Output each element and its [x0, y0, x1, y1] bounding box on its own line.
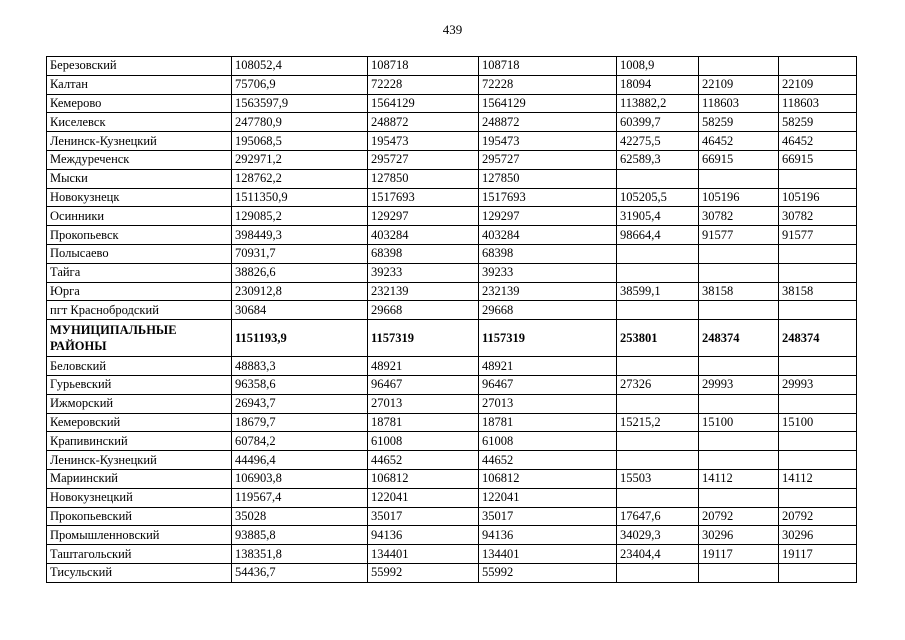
table-cell-value: 66915: [699, 150, 779, 169]
table-cell-name: Новокузнецкий: [47, 488, 232, 507]
table-row: [47, 507, 857, 526]
table-row: [47, 488, 857, 507]
table-cell-value: 72228: [368, 75, 479, 94]
table-cell-value: 15503: [617, 469, 699, 488]
table-cell-value: [699, 57, 779, 76]
table-cell-value: 129297: [479, 207, 617, 226]
table-cell-value: [617, 169, 699, 188]
table-cell-value: 195473: [368, 132, 479, 151]
table-cell-value: 30782: [699, 207, 779, 226]
table-row: [47, 451, 857, 470]
table-row: [47, 526, 857, 545]
table-row: [47, 132, 857, 151]
table-cell-value: 14112: [779, 469, 857, 488]
table-cell-value: 55992: [368, 563, 479, 582]
table-cell-name: Мыски: [47, 169, 232, 188]
table-cell-value: 48921: [368, 357, 479, 376]
table-cell-value: 29993: [699, 375, 779, 394]
table-cell-value: 18679,7: [232, 413, 368, 432]
table-cell-value: 91577: [779, 226, 857, 245]
table-cell-value: 1008,9: [617, 57, 699, 76]
table-cell-name: Ижморский: [47, 394, 232, 413]
table-cell-name: Полысаево: [47, 244, 232, 263]
table-cell-value: 248374: [699, 320, 779, 357]
table-cell-value: 18781: [368, 413, 479, 432]
table-cell-value: 1517693: [479, 188, 617, 207]
table-row: [47, 226, 857, 245]
table-cell-value: 35017: [368, 507, 479, 526]
table-cell-value: [617, 244, 699, 263]
table-cell-value: 91577: [699, 226, 779, 245]
table-cell-name: Юрга: [47, 282, 232, 301]
table-row: [47, 169, 857, 188]
table-cell-value: 105205,5: [617, 188, 699, 207]
table-cell-value: 232139: [479, 282, 617, 301]
table-cell-value: 105196: [779, 188, 857, 207]
table-row: [47, 94, 857, 113]
table-cell-value: 295727: [479, 150, 617, 169]
table-cell-value: 39233: [368, 263, 479, 282]
table-cell-value: 44652: [368, 451, 479, 470]
table-cell-value: 20792: [699, 507, 779, 526]
table-cell-value: 18094: [617, 75, 699, 94]
table-cell-value: 46452: [779, 132, 857, 151]
table-cell-value: 19117: [699, 545, 779, 564]
table-cell-value: 119567,4: [232, 488, 368, 507]
table-cell-value: 26943,7: [232, 394, 368, 413]
table-cell-name: Прокопьевский: [47, 507, 232, 526]
table-cell-value: 30782: [779, 207, 857, 226]
table-cell-name: Промышленновский: [47, 526, 232, 545]
table-row: [47, 57, 857, 76]
table-cell-name: Прокопьевск: [47, 226, 232, 245]
table-cell-value: 403284: [479, 226, 617, 245]
table-cell-value: 108052,4: [232, 57, 368, 76]
table-cell-value: 66915: [779, 150, 857, 169]
table-cell-value: 38158: [779, 282, 857, 301]
table-cell-value: 1157319: [368, 320, 479, 357]
table-cell-name: Гурьевский: [47, 375, 232, 394]
table-cell-name: Новокузнецк: [47, 188, 232, 207]
table-cell-value: 247780,9: [232, 113, 368, 132]
table-cell-value: [699, 357, 779, 376]
table-cell-value: 248872: [368, 113, 479, 132]
table-cell-value: [617, 451, 699, 470]
table-cell-value: 54436,7: [232, 563, 368, 582]
table-row: [47, 563, 857, 582]
table-cell-value: 253801: [617, 320, 699, 357]
table-cell-name: Беловский: [47, 357, 232, 376]
table-cell-value: 129085,2: [232, 207, 368, 226]
table-cell-value: 39233: [479, 263, 617, 282]
table-row: [47, 263, 857, 282]
table-cell-value: 94136: [479, 526, 617, 545]
table-cell-value: 17647,6: [617, 507, 699, 526]
table-row: [47, 75, 857, 94]
table-cell-value: 1563597,9: [232, 94, 368, 113]
table-row: [47, 545, 857, 564]
table-cell-name: Мариинский: [47, 469, 232, 488]
table-cell-value: 106812: [479, 469, 617, 488]
table-cell-value: 108718: [479, 57, 617, 76]
table-cell-value: 29993: [779, 375, 857, 394]
table-cell-name: Осинники: [47, 207, 232, 226]
table-cell-value: 127850: [368, 169, 479, 188]
table-cell-value: 60784,2: [232, 432, 368, 451]
table-cell-value: 75706,9: [232, 75, 368, 94]
table-cell-value: 96358,6: [232, 375, 368, 394]
table-row: [47, 357, 857, 376]
table-cell-value: [617, 263, 699, 282]
table-cell-name: Таштагольский: [47, 545, 232, 564]
table-cell-value: 106903,8: [232, 469, 368, 488]
table-cell-value: 68398: [368, 244, 479, 263]
table-cell-value: 129297: [368, 207, 479, 226]
table-cell-name: Ленинск-Кузнецкий: [47, 132, 232, 151]
table-cell-value: 15100: [779, 413, 857, 432]
table-cell-value: 31905,4: [617, 207, 699, 226]
table-cell-value: [699, 394, 779, 413]
table-cell-value: 96467: [479, 375, 617, 394]
table-row: [47, 113, 857, 132]
table-cell-value: [779, 357, 857, 376]
table-row: [47, 188, 857, 207]
table-cell-value: 30684: [232, 301, 368, 320]
table-cell-value: 122041: [479, 488, 617, 507]
table-cell-value: [779, 451, 857, 470]
table-cell-name: Калтан: [47, 75, 232, 94]
table-cell-value: 230912,8: [232, 282, 368, 301]
table-cell-value: [699, 301, 779, 320]
table-cell-name: Березовский: [47, 57, 232, 76]
table-cell-value: 292971,2: [232, 150, 368, 169]
table-cell-value: 14112: [699, 469, 779, 488]
table-cell-value: 23404,4: [617, 545, 699, 564]
table-cell-value: 22109: [779, 75, 857, 94]
table-cell-value: 128762,2: [232, 169, 368, 188]
table-cell-value: 106812: [368, 469, 479, 488]
table-cell-name: Тисульский: [47, 563, 232, 582]
table-cell-value: 94136: [368, 526, 479, 545]
table-cell-value: 127850: [479, 169, 617, 188]
table-cell-value: [617, 488, 699, 507]
table-cell-value: 93885,8: [232, 526, 368, 545]
table-row: [47, 244, 857, 263]
table-cell-value: 38826,6: [232, 263, 368, 282]
table-cell-value: [699, 488, 779, 507]
table-cell-value: 27013: [368, 394, 479, 413]
table-row: [47, 432, 857, 451]
table-cell-value: 122041: [368, 488, 479, 507]
data-table: [46, 56, 857, 583]
table-row: [47, 413, 857, 432]
table-cell-value: 27013: [479, 394, 617, 413]
table-cell-value: 61008: [368, 432, 479, 451]
table-cell-value: 30296: [699, 526, 779, 545]
table-cell-value: 248374: [779, 320, 857, 357]
table-cell-value: 19117: [779, 545, 857, 564]
table-cell-value: 42275,5: [617, 132, 699, 151]
table-row: [47, 375, 857, 394]
table-cell-value: 35028: [232, 507, 368, 526]
table-cell-value: [699, 432, 779, 451]
table-cell-value: 195068,5: [232, 132, 368, 151]
table-cell-value: [699, 169, 779, 188]
table-cell-value: 22109: [699, 75, 779, 94]
table-cell-value: 398449,3: [232, 226, 368, 245]
table-cell-value: [699, 244, 779, 263]
table-cell-value: 1151193,9: [232, 320, 368, 357]
table-cell-value: 68398: [479, 244, 617, 263]
table-cell-value: 61008: [479, 432, 617, 451]
table-cell-value: 48883,3: [232, 357, 368, 376]
table-cell-name: Ленинск-Кузнецкий: [47, 451, 232, 470]
table-cell-value: [617, 432, 699, 451]
table-cell-value: 403284: [368, 226, 479, 245]
table-cell-name: Кемерово: [47, 94, 232, 113]
table-cell-value: 1564129: [368, 94, 479, 113]
table-cell-value: 62589,3: [617, 150, 699, 169]
table-cell-name: Междуреченск: [47, 150, 232, 169]
table-cell-value: [617, 563, 699, 582]
table-cell-name: Тайга: [47, 263, 232, 282]
table-cell-value: 18781: [479, 413, 617, 432]
table-cell-name: Крапивинский: [47, 432, 232, 451]
table-row: [47, 282, 857, 301]
table-cell-value: [779, 394, 857, 413]
table-cell-value: 232139: [368, 282, 479, 301]
table-cell-value: 295727: [368, 150, 479, 169]
table-row: [47, 469, 857, 488]
table-cell-name: МУНИЦИПАЛЬНЫЕ РАЙОНЫ: [47, 320, 232, 357]
table-cell-value: [617, 394, 699, 413]
table-cell-value: [779, 488, 857, 507]
table-cell-value: 35017: [479, 507, 617, 526]
table-cell-value: [699, 563, 779, 582]
table-cell-value: 29668: [368, 301, 479, 320]
table-cell-value: 48921: [479, 357, 617, 376]
table-cell-value: 118603: [699, 94, 779, 113]
table-cell-value: 27326: [617, 375, 699, 394]
table-cell-value: 44496,4: [232, 451, 368, 470]
table-cell-value: [779, 432, 857, 451]
table-cell-name: Киселевск: [47, 113, 232, 132]
table-cell-name: пгт Краснобродский: [47, 301, 232, 320]
table-cell-value: 118603: [779, 94, 857, 113]
table-cell-value: 113882,2: [617, 94, 699, 113]
table-cell-value: 58259: [779, 113, 857, 132]
table-cell-value: 248872: [479, 113, 617, 132]
table-row: [47, 301, 857, 320]
table-cell-value: 29668: [479, 301, 617, 320]
table-cell-value: 15215,2: [617, 413, 699, 432]
table-cell-value: 195473: [479, 132, 617, 151]
table-cell-value: 134401: [368, 545, 479, 564]
table-cell-value: 1517693: [368, 188, 479, 207]
table-cell-value: 70931,7: [232, 244, 368, 263]
table-row: [47, 207, 857, 226]
table-cell-value: 60399,7: [617, 113, 699, 132]
table-cell-value: 44652: [479, 451, 617, 470]
table-cell-value: 38158: [699, 282, 779, 301]
table-cell-value: 58259: [699, 113, 779, 132]
table-cell-value: 1157319: [479, 320, 617, 357]
table-cell-value: 105196: [699, 188, 779, 207]
table-cell-value: 1564129: [479, 94, 617, 113]
table-cell-value: 20792: [779, 507, 857, 526]
table-row: [47, 394, 857, 413]
table-cell-value: 98664,4: [617, 226, 699, 245]
table-cell-value: 96467: [368, 375, 479, 394]
table-cell-value: [779, 301, 857, 320]
table-cell-value: [779, 57, 857, 76]
table-cell-value: [779, 244, 857, 263]
table-cell-value: [617, 301, 699, 320]
table-cell-value: [699, 451, 779, 470]
table-cell-value: 46452: [699, 132, 779, 151]
table-cell-value: 15100: [699, 413, 779, 432]
table-cell-value: 38599,1: [617, 282, 699, 301]
table-cell-value: 138351,8: [232, 545, 368, 564]
table-row-section-header: [47, 320, 857, 357]
table-cell-value: 72228: [479, 75, 617, 94]
table-cell-value: [779, 563, 857, 582]
table-cell-value: 108718: [368, 57, 479, 76]
table-cell-value: [617, 357, 699, 376]
table-cell-value: [699, 263, 779, 282]
page-number: 439: [442, 22, 463, 37]
table-cell-value: 134401: [479, 545, 617, 564]
table-body: [47, 57, 857, 583]
table-cell-value: 34029,3: [617, 526, 699, 545]
table-cell-value: 30296: [779, 526, 857, 545]
table-cell-name: Кемеровский: [47, 413, 232, 432]
table-cell-value: [779, 169, 857, 188]
table-cell-value: 55992: [479, 563, 617, 582]
table-cell-value: [779, 263, 857, 282]
table-cell-value: 1511350,9: [232, 188, 368, 207]
table-row: [47, 150, 857, 169]
